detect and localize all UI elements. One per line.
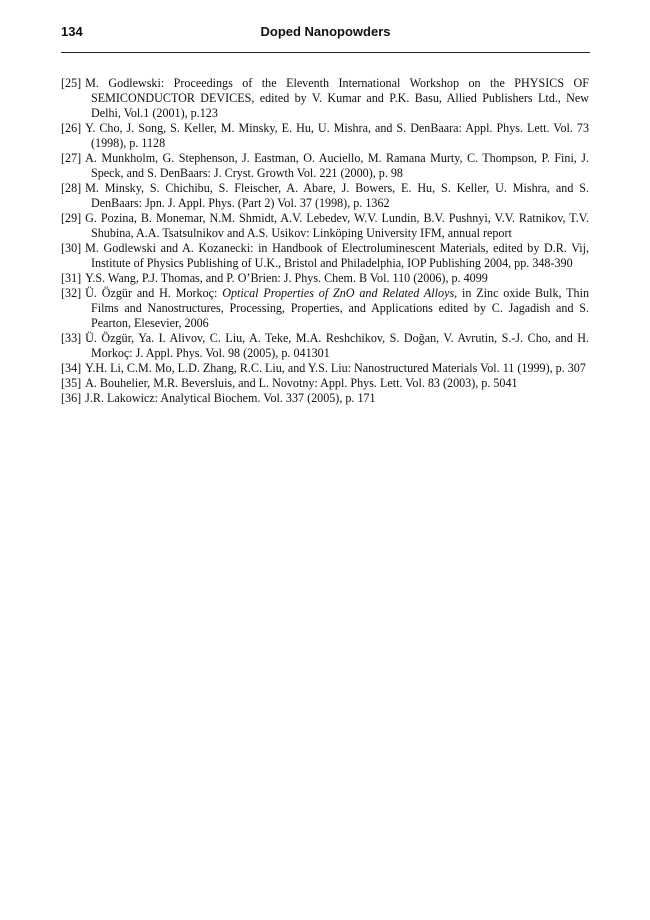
running-title: Doped Nanopowders [260, 24, 391, 39]
reference-34 [61, 361, 589, 376]
reference-text: Y.H. Li, C.M. Mo, L.D. Zhang, R.C. Liu, and Y.S. Liu: Nanostructured Materials Vol. 11 (1999), p. 307 [85, 361, 586, 375]
reference-italic-title: Optical Properties of ZnO and Related Alloys [222, 286, 455, 300]
reference-text: M. Minsky, S. Chichibu, S. Fleischer, A. Abare, J. Bowers, E. Hu, S. Keller, U. Mishra, and S. DenBaars: Jpn. J. Appl. Phys. (Part 2) Vol. 37 (1998), p. 1362 [85, 181, 589, 210]
reference-31 [61, 271, 589, 286]
reference-number: [25] [61, 76, 82, 90]
reference-text: J.R. Lakowicz: Analytical Biochem. Vol. 337 (2005), p. 171 [85, 391, 376, 405]
reference-number: [28] [61, 181, 82, 195]
reference-list [61, 76, 589, 406]
reference-number: [29] [61, 211, 82, 225]
reference-text: M. Godlewski: Proceedings of the Eleventh International Workshop on the PHYSICS OF SEMICONDUCTOR DEVICES, edited by V. Kumar and P.K. Basu, Allied Publishers Ltd., New Delhi, Vol.1 (2001), p.123 [85, 76, 589, 120]
reference-28 [61, 181, 589, 211]
reference-number: [31] [61, 271, 82, 285]
reference-number: [33] [61, 331, 82, 345]
reference-number: [36] [61, 391, 82, 405]
reference-number: [27] [61, 151, 82, 165]
reference-number: [32] [61, 286, 82, 300]
reference-text: G. Pozina, B. Monemar, N.M. Shmidt, A.V. Lebedev, W.V. Lundin, B.V. Pushnyi, V.V. Ratnikov, T.V. Shubina, A.A. Tsatsulnikov and A.S. Usikov: Linköping University IFM, annual report [85, 211, 589, 240]
reference-number: [34] [61, 361, 82, 375]
reference-number: [30] [61, 241, 82, 255]
reference-number: [35] [61, 376, 82, 390]
reference-text: A. Munkholm, G. Stephenson, J. Eastman, O. Auciello, M. Ramana Murty, C. Thompson, P. Fini, J. Speck, and S. DenBaars: J. Cryst. Growth Vol. 221 (2000), p. 98 [85, 151, 589, 180]
page-header [61, 24, 590, 40]
reference-text-continued: , in Zinc oxide Bulk, Thin Films and Nanostructures, Processing, Properties, and Applications edited by C. Jagadish and S. Pearton, Elesevier, 2006 [91, 286, 589, 330]
page-number: 134 [61, 24, 83, 39]
header-rule [61, 52, 590, 53]
reference-33 [61, 331, 589, 361]
reference-36 [61, 391, 589, 406]
reference-35 [61, 376, 589, 391]
reference-30 [61, 241, 589, 271]
reference-27 [61, 151, 589, 181]
reference-29 [61, 211, 589, 241]
reference-text: M. Godlewski and A. Kozanecki: in Handbook of Electroluminescent Materials, edited by D.R. Vij, Institute of Physics Publishing of U.K., Bristol and Philadelphia, IOP Publishing 2004, pp. 348-390 [85, 241, 589, 270]
reference-32 [61, 286, 589, 331]
reference-26 [61, 121, 589, 151]
reference-25 [61, 76, 589, 121]
reference-text: Ü. Özgür, Ya. I. Alivov, C. Liu, A. Teke, M.A. Reshchikov, S. Doğan, V. Avrutin, S.-J. Cho, and H. Morkoç: J. Appl. Phys. Vol. 98 (2005), p. 041301 [85, 331, 589, 360]
reference-text: A. Bouhelier, M.R. Beversluis, and L. Novotny: Appl. Phys. Lett. Vol. 83 (2003), p. 5041 [85, 376, 518, 390]
reference-text: Y. Cho, J. Song, S. Keller, M. Minsky, E. Hu, U. Mishra, and S. DenBaara: Appl. Phys. Lett. Vol. 73 (1998), p. 1128 [85, 121, 589, 150]
reference-text: Ü. Özgür and H. Morkoç: [85, 286, 223, 300]
reference-number: [26] [61, 121, 82, 135]
reference-text: Y.S. Wang, P.J. Thomas, and P. O’Brien: J. Phys. Chem. B Vol. 110 (2006), p. 4099 [85, 271, 488, 285]
